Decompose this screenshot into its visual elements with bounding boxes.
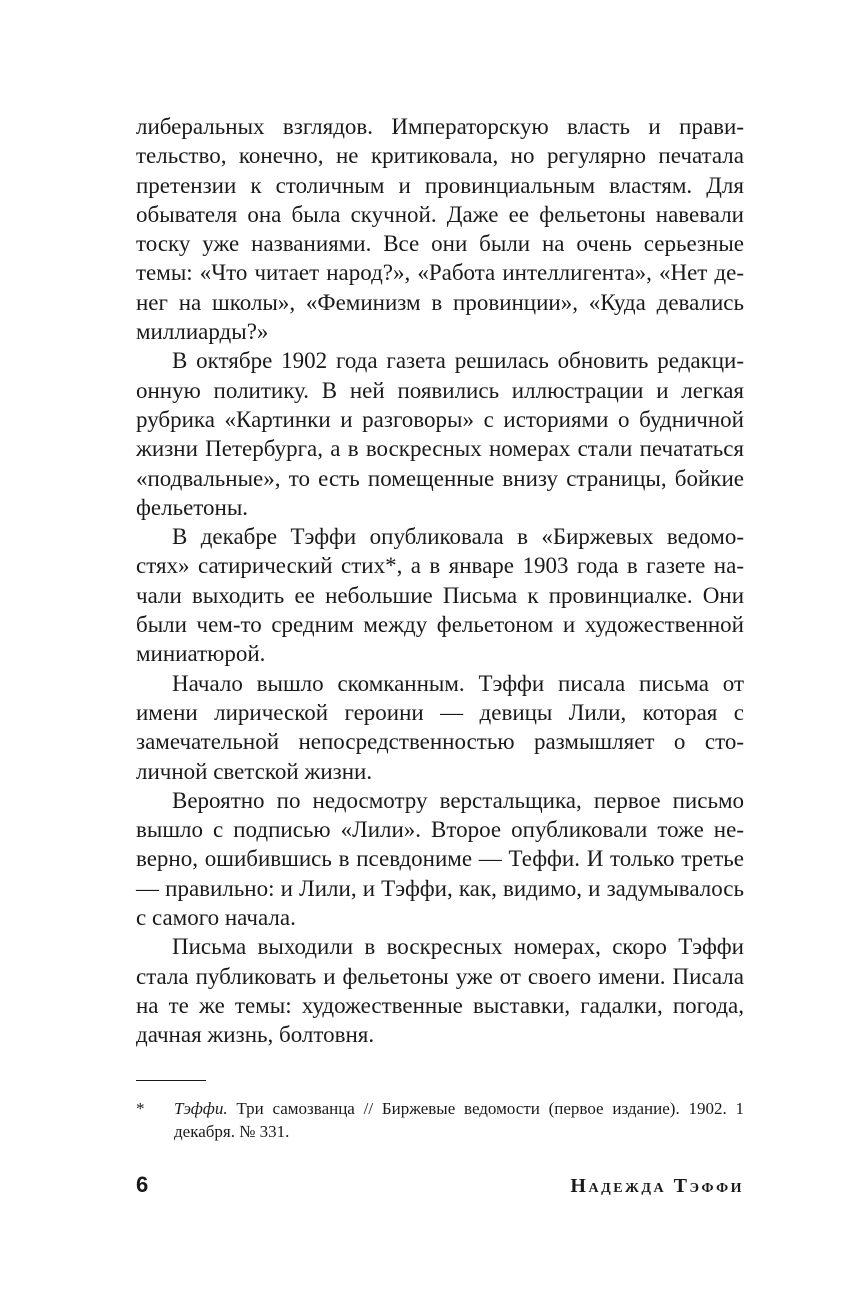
paragraph-6: Письма выходили в воскресных номерах, скоро Тэффи стала публиковать и фельетоны уже от своего имени. Писала на те же темы: художественные выставки, гадалки, погода, дачная жизнь, болтовня.	[136, 934, 744, 1048]
running-head: Надежда Тэффи	[570, 1175, 744, 1197]
paragraph-2: В октябре 1902 года газета решилась обновить редакционную политику. В ней появились иллюстрации и легкая рубрика «Картинки и разговоры» с историями о будничной жизни Петербурга, а в воскресных номерах стали печататься «подвальные», то есть помещенные внизу страницы, бойкие фельетоны.	[136, 348, 744, 520]
paragraph-4: Начало вышло скомканным. Тэффи писала письма от имени лирической героини — девицы Лили, которая с замечательной непосредственностью размышляет о столичной светской жизни.	[136, 670, 744, 784]
paragraph-3: В декабре Тэффи опубликовала в «Биржевых ведомостях» сатирический стих*, а в январе 1903 года в газете начали выходить ее небольшие Письма к провинциалке. Они были чем-то средним между фельетоном и художественной миниатюрой.	[136, 524, 744, 667]
footnote-mark: *	[136, 1099, 145, 1118]
footnote-text: Три самозванца // Биржевые ведомости (первое издание). 1902. 1 декабря. № 331.	[174, 1099, 744, 1141]
footnote-body	[174, 1097, 744, 1143]
footnote-author: Тэффи.	[174, 1099, 228, 1118]
paragraph-1: либеральных взглядов. Императорскую власть и правительство, конечно, не критиковала, но регулярно печатала претензии к столичным и провинциальным властям. Для обывателя она была скучной. Даже ее фельетоны навевали тоску уже названиями. Все они были на очень серьезные темы: «Что читает народ?», «Работа интеллигента», «Нет денег на школы», «Феминизм в провинции», «Куда девались миллиарды?»	[136, 114, 744, 345]
main-text	[136, 112, 744, 1050]
paragraph-5: Вероятно по недосмотру верстальщика, первое письмо вышло с подписью «Лили». Второе опубликовали тоже неверно, ошибившись в псевдониме — Теффи. И только третье — правильно: и Лили, и Тэффи, как, видимо, и задумывалось с самого начала.	[136, 787, 744, 931]
footnote-divider	[136, 1080, 206, 1081]
footnote	[136, 1097, 744, 1143]
page-number: 6	[136, 1172, 149, 1197]
